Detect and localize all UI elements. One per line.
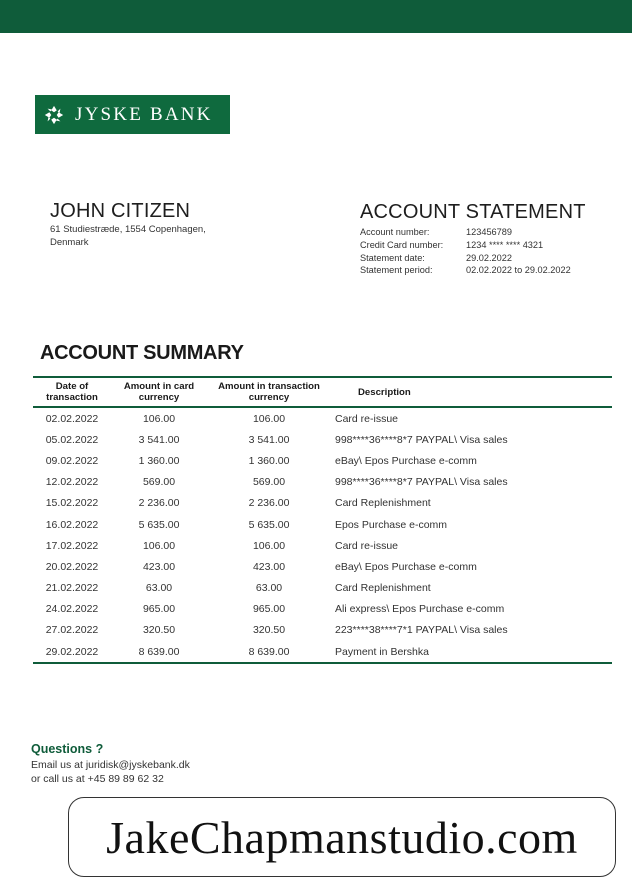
- info-row: [360, 226, 571, 239]
- cell-transaction-amount: 63.00: [255, 582, 283, 595]
- table-row: [33, 493, 612, 514]
- table-row: [33, 429, 612, 450]
- cell-transaction-amount: 1 360.00: [248, 454, 290, 467]
- cell-transaction-amount: 569.00: [252, 476, 286, 489]
- info-label: Statement period:: [360, 265, 433, 276]
- cell-description: Card Replenishment: [335, 497, 431, 510]
- cell-description: Card re-issue: [335, 412, 399, 425]
- table-row: [33, 408, 612, 429]
- info-value: 1234 **** **** 4321: [466, 239, 544, 250]
- column-header-transaction-amount: Amount in transaction currency: [218, 381, 320, 403]
- table-row: [33, 641, 612, 662]
- table-row: [33, 620, 612, 641]
- cell-card-amount: 423.00: [142, 560, 176, 573]
- transactions-table: [33, 376, 612, 664]
- table-row: [33, 514, 612, 535]
- cell-card-amount: 106.00: [142, 412, 176, 425]
- cell-date: 09.02.2022: [45, 454, 99, 467]
- cell-date: 17.02.2022: [45, 539, 99, 552]
- table-body: [33, 408, 612, 662]
- info-value: 29.02.2022: [466, 252, 512, 263]
- cell-card-amount: 965.00: [142, 603, 176, 616]
- cell-transaction-amount: 106.00: [252, 539, 286, 552]
- table-rule: [33, 662, 612, 664]
- cell-date: 15.02.2022: [45, 497, 99, 510]
- bank-name: JYSKE BANK: [75, 103, 213, 125]
- cell-date: 02.02.2022: [45, 412, 99, 425]
- questions-heading: Questions ?: [31, 742, 104, 756]
- summary-title: ACCOUNT SUMMARY: [40, 342, 244, 364]
- info-value: 02.02.2022 to 29.02.2022: [466, 265, 571, 276]
- table-row: [33, 535, 612, 556]
- cell-date: 16.02.2022: [45, 518, 99, 531]
- cell-transaction-amount: 965.00: [252, 603, 286, 616]
- customer-name: JOHN CITIZEN: [50, 200, 191, 222]
- cell-transaction-amount: 423.00: [252, 560, 286, 573]
- cell-card-amount: 2 236.00: [138, 497, 180, 510]
- info-label: Account number:: [360, 227, 430, 237]
- cell-description: eBay\ Epos Purchase e-comm: [335, 560, 477, 573]
- cell-transaction-amount: 320.50: [252, 624, 286, 637]
- column-header-date: Date of transaction: [46, 381, 98, 403]
- cell-description: Ali express\ Epos Purchase e-comm: [335, 603, 505, 616]
- cell-date: 29.02.2022: [45, 645, 99, 658]
- column-header-description: Description: [358, 386, 411, 398]
- cell-description: Payment in Bershka: [335, 645, 429, 658]
- info-value: 123456789: [466, 227, 512, 237]
- cell-description: 223****38****7*1 PAYPAL\ Visa sales: [335, 624, 508, 637]
- cell-card-amount: 569.00: [142, 476, 176, 489]
- statement-info: [360, 226, 571, 277]
- contact-phone: or call us at +45 89 89 62 32: [31, 772, 164, 785]
- table-row: [33, 599, 612, 620]
- cell-date: 12.02.2022: [45, 476, 99, 489]
- statement-title: ACCOUNT STATEMENT: [360, 201, 586, 223]
- table-row: [33, 472, 612, 493]
- info-row: [360, 239, 571, 252]
- cell-transaction-amount: 106.00: [252, 412, 286, 425]
- cell-card-amount: 8 639.00: [138, 645, 180, 658]
- address-line: Denmark: [50, 236, 89, 248]
- cell-card-amount: 3 541.00: [138, 433, 180, 446]
- cell-description: Epos Purchase e-comm: [335, 518, 448, 531]
- contact-email: Email us at juridisk@jyskebank.dk: [31, 759, 190, 771]
- column-header-card-amount: Amount in card currency: [123, 381, 195, 403]
- bank-emblem-icon: [43, 104, 65, 126]
- cell-date: 21.02.2022: [45, 582, 99, 595]
- cell-description: Card re-issue: [335, 539, 399, 552]
- contact-info: [31, 759, 190, 786]
- watermark-banner: JakeChapmanstudio.com: [68, 797, 616, 877]
- cell-transaction-amount: 8 639.00: [248, 645, 290, 658]
- info-label: Statement date:: [360, 252, 425, 263]
- cell-card-amount: 320.50: [142, 624, 176, 637]
- table-row: [33, 556, 612, 577]
- cell-card-amount: 106.00: [142, 539, 176, 552]
- cell-card-amount: 5 635.00: [138, 518, 180, 531]
- table-row: [33, 578, 612, 599]
- cell-transaction-amount: 5 635.00: [248, 518, 290, 531]
- cell-date: 05.02.2022: [45, 433, 99, 446]
- info-row: [360, 264, 571, 277]
- bank-logo: [35, 95, 230, 134]
- info-label: Credit Card number:: [360, 239, 444, 250]
- cell-card-amount: 63.00: [145, 582, 173, 595]
- cell-date: 27.02.2022: [45, 624, 99, 637]
- cell-description: eBay\ Epos Purchase e-comm: [335, 454, 477, 467]
- cell-description: Card Replenishment: [335, 582, 431, 595]
- table-header: [33, 378, 612, 406]
- cell-card-amount: 1 360.00: [138, 454, 180, 467]
- cell-date: 24.02.2022: [45, 603, 99, 616]
- customer-address: [50, 224, 240, 249]
- cell-transaction-amount: 3 541.00: [248, 433, 290, 446]
- cell-date: 20.02.2022: [45, 560, 99, 573]
- header-band: [0, 0, 632, 33]
- cell-description: 998****36****8*7 PAYPAL\ Visa sales: [335, 476, 508, 489]
- table-row: [33, 450, 612, 471]
- cell-transaction-amount: 2 236.00: [248, 497, 290, 510]
- info-row: [360, 252, 571, 265]
- address-line: 61 Studiestræde, 1554 Copenhagen,: [50, 224, 206, 235]
- cell-description: 998****36****8*7 PAYPAL\ Visa sales: [335, 433, 508, 446]
